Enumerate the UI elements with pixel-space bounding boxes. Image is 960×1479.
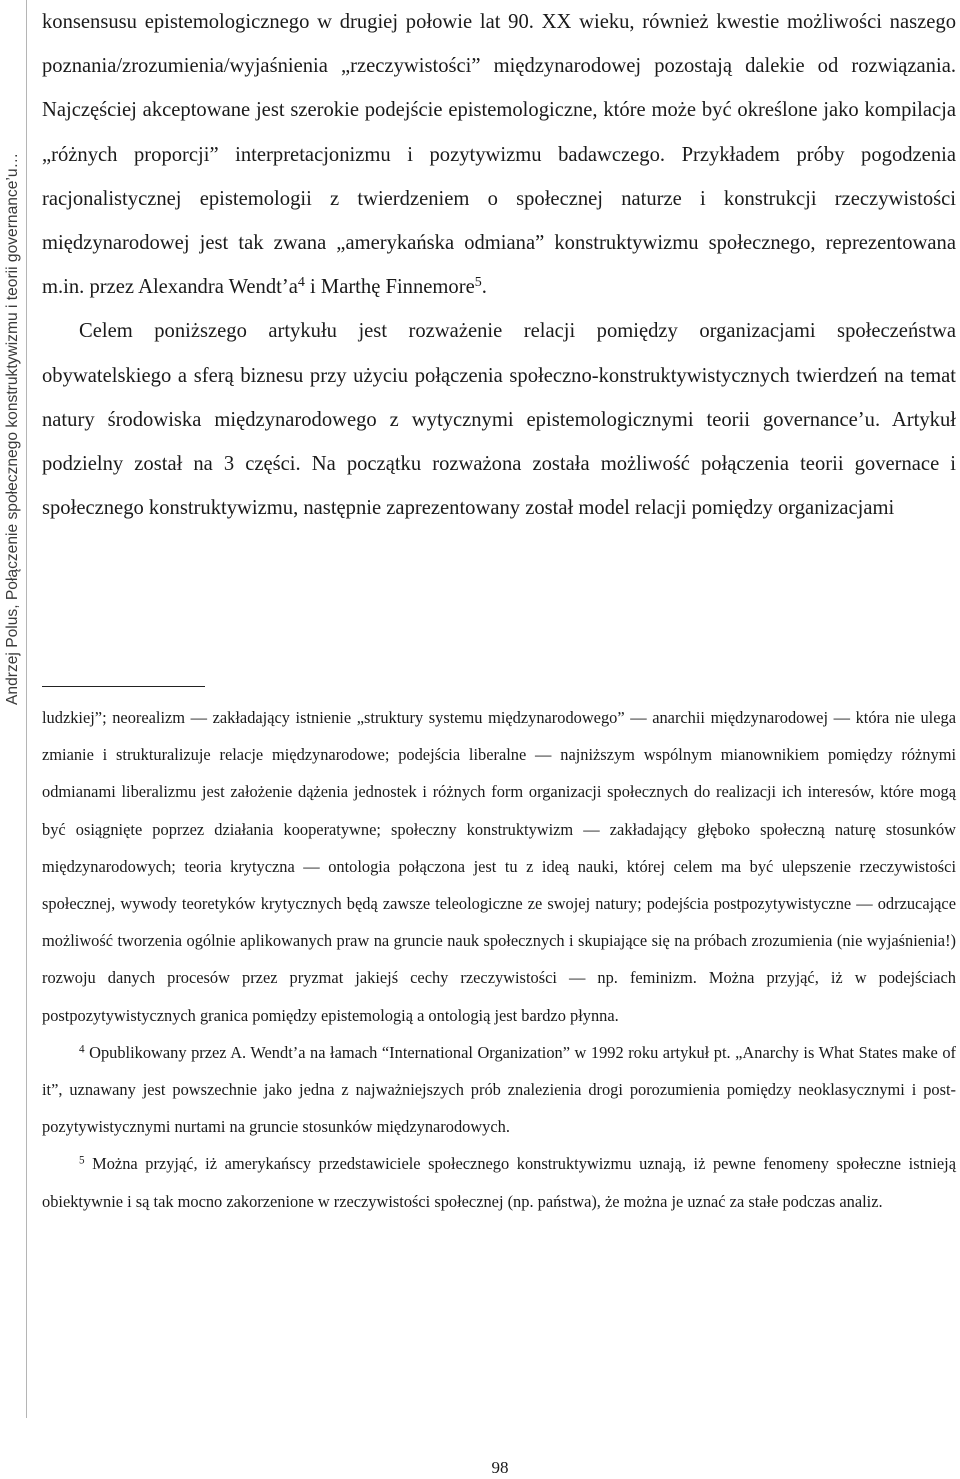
footnote-5	[42, 1145, 956, 1219]
body-paragraph-1	[42, 0, 956, 309]
running-header: Andrzej Polus, Połączenie społecznego konstruktywizmu i teorii governance’u…	[4, 152, 21, 705]
footnote-5-text: Można przyjąć, iż amerykańscy przedstawiciele społecznego konstruktywizmu uznają, iż pewne fenomeny społeczne istnieją obiektywnie i są tak mocno zakorzenione w rzeczywistości społecznej (np. państwa), że można je uznać za stałe podczas analiz.	[42, 1154, 956, 1211]
paragraph-1-text: konsensusu epistemologicznego w drugiej połowie lat 90. XX wieku, również kwestie możliwości naszego poznania/zrozumienia/wyjaśnienia „rzeczywistości” międzynarodowej pozostają dalekie od rozwiązania. Najczęściej akceptowane jest szerokie podejście epistemologiczne, które może być określone jako kompilacja „różnych proporcji” interpretacjonizmu i pozytywizmu badawczego. Przykładem próby pogodzenia racjonalistycznej epistemologii z twierdzeniem o społecznej naturze i konstrukcji rzeczywistości międzynarodowej jest tak zwana „amerykańska odmiana” konstruktywizmu społecznego, reprezentowana m.in. przez Alexandra Wendt’a	[42, 11, 956, 299]
running-header-sidebar	[0, 0, 27, 1418]
footnote-continued: ludzkiej”; neorealizm — zakładający istnienie „struktury systemu międzynarodowego” — anarchii międzynarodowej — która nie ulega zmianie i strukturalizuje relacje międzynarodowe; podejścia liberalne — najniższym wspólnym mianownikiem pomiędzy różnymi odmianami liberalizmu jest założenie dążenia jednostek i różnych form organizacji społecznych do realizacji ich interesów, które mogą być osiągnięte poprzez działania kooperatywne; społeczny konstruktywizm — zakładający głęboko społeczną naturę stosunków międzynarodowych; teoria krytyczna — ontologia połączona jest tu z ideą nauki, której celem ma być ulepszenie rzeczywistości społecznej, wywody teoretyków krytycznych będą zawsze teleologiczne ze swojej natury; podejścia postpozytywistyczne — odrzucające możliwość tworzenia ogólnie aplikowanych praw na gruncie nauk społecznych i skupiające się na próbach zrozumienia (nie wyjaśnienia!) rozwoju danych procesów przez pryzmat jakiejś cechy rzeczywistości — np. feminizm. Można przyjąć, iż w podejściach postpozytywistycznych granica pomiędzy epistemologią a ontologią jest bardzo płynna.	[42, 708, 956, 1025]
footnote-4-text: Opublikowany przez A. Wendt’a na łamach “International Organization” w 1992 roku artykuł pt. „Anarchy is What States make of it”, uznawany jest powszechnie jako jedna z najważniejszych prób znalezienia drogi porozumienia pomiędzy neoklasycznymi i post-pozytywistycznymi nurtami na gruncie stosunków międzynarodowych.	[42, 1042, 956, 1137]
footnote-separator	[42, 686, 205, 687]
footnote-ref-4: 4	[297, 275, 305, 291]
footnote-ref-5: 5	[474, 275, 482, 291]
body-paragraph-2: Celem poniższego artykułu jest rozważenie relacji pomiędzy organizacjami społeczeństwa obywatelskiego a sferą biznesu przy użyciu połączenia społeczno-konstruktywistycznych twierdzeń na temat natury środowiska międzynarodowego z wytycznymi epistemologicznymi teorii governance’u. Artykuł podzielny został na 3 części. Na początku rozważona została możliwość połączenia teorii governace i społecznego konstruktywizmu, następnie zaprezentowany został model relacji pomiędzy organizacjami	[42, 320, 956, 520]
main-text	[42, 0, 956, 530]
footnote-5-marker: 5	[79, 1154, 85, 1167]
footnote-4-marker: 4	[79, 1043, 85, 1056]
page-number: 98	[491, 1458, 509, 1477]
footnotes	[42, 699, 956, 1220]
paragraph-1-continuation: i Marthę Finnemore	[304, 276, 475, 299]
paragraph-1-end: .	[481, 276, 487, 299]
footnote-4	[42, 1034, 956, 1146]
